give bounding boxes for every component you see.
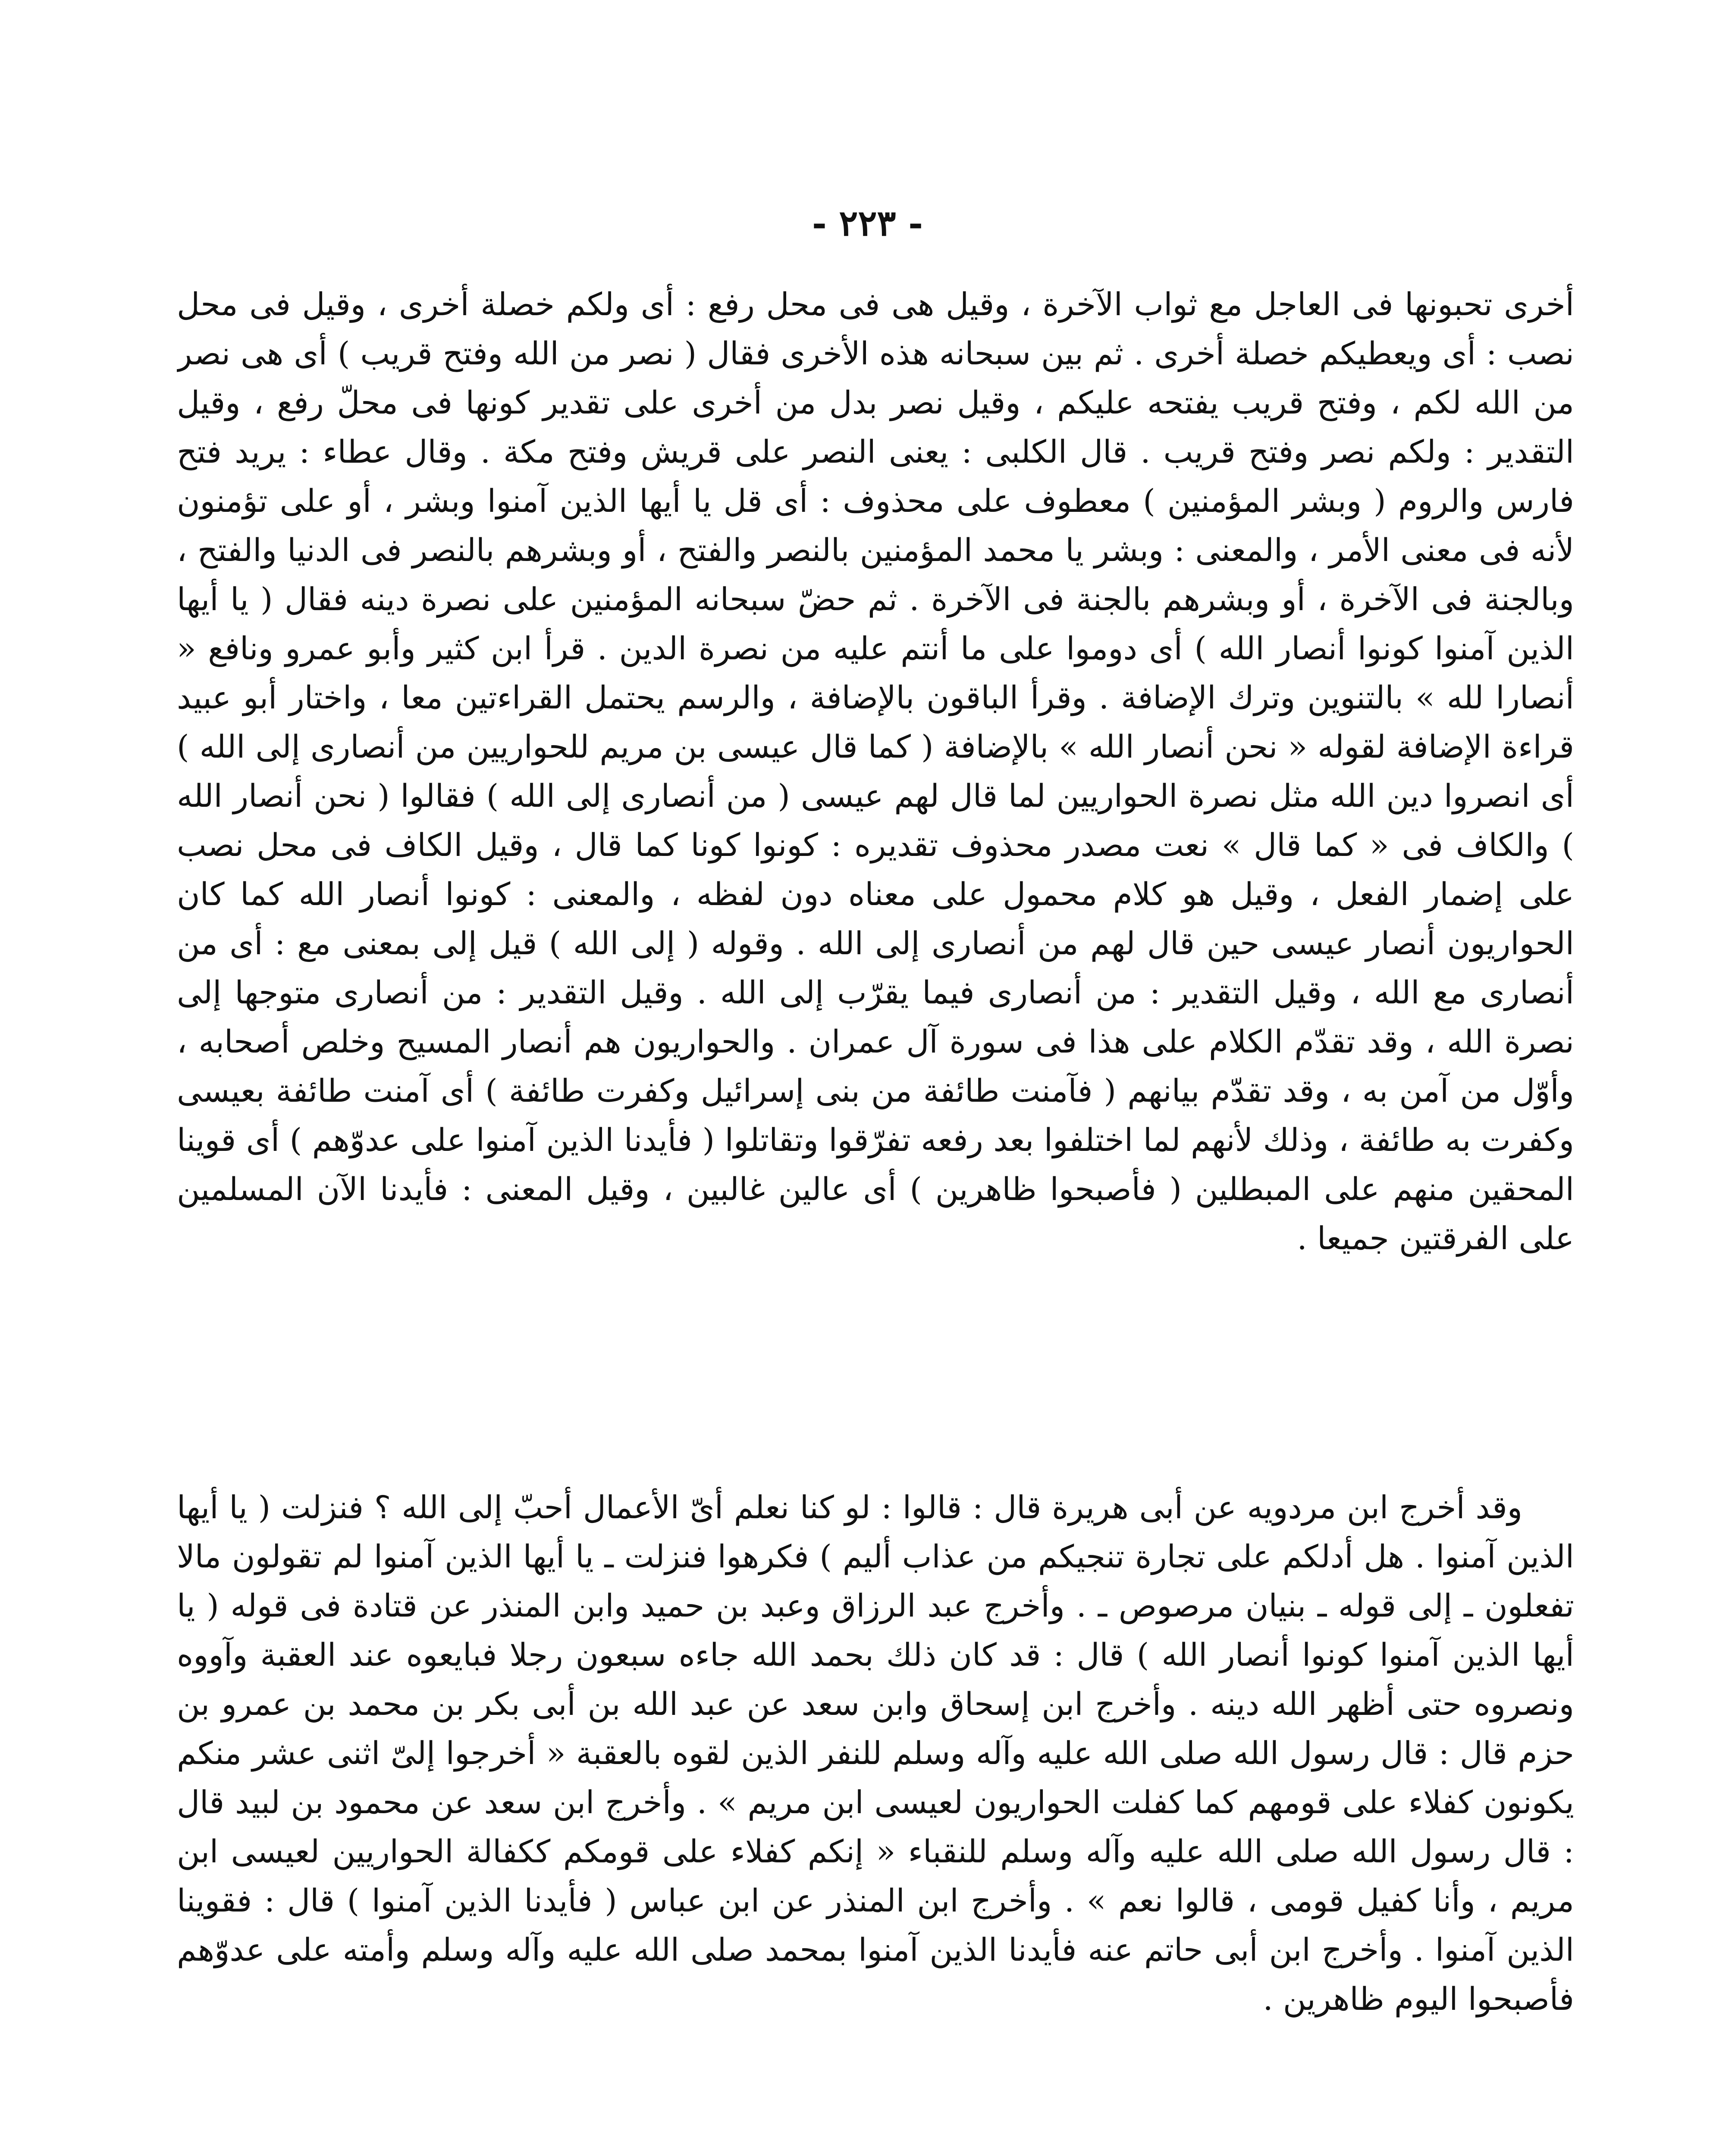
hadith-paragraph: وقد أخرج ابن مردويه عن أبى هريرة قال : قالوا : لو كنا نعلم أىّ الأعمال أحبّ إلى الله ؟ فنزلت ( يا أيها الذين آمنوا . هل أدلكم على تجارة تنجيكم من عذاب أليم ) فكرهوا فنزلت ـ يا أيها الذين آمنوا لم تقولون مالا تفعلون ـ إلى قوله ـ بنيان مرصوص ـ . وأخرج عبد الرزاق وعبد بن حميد وابن المنذر عن قتادة فى قوله ( يا أيها الذين آمنوا كونوا أنصار الله ) قال : قد كان ذلك بحمد الله جاءه سبعون رجلا فبايعوه عند العقبة وآووه ونصروه حتى أظهر الله دينه . وأخرج ابن إسحاق وابن سعد عن عبد الله بن أبى بكر بن محمد بن عمرو بن حزم قال : قال رسول الله صلى الله عليه وآله وسلم للنفر الذين لقوه بالعقبة « أخرجوا إلىّ اثنى عشر منكم يكونون كفلاء على قومهم كما كفلت الحواريون لعيسى ابن مريم » . وأخرج ابن سعد عن محمود بن لبيد قال : قال رسول الله صلى الله عليه وآله وسلم للنقباء « إنكم كفلاء على قومكم ككفالة الحواريين لعيسى ابن مريم ، وأنا كفيل قومى ، قالوا نعم » . وأخرج ابن المنذر عن ابن عباس ( فأيدنا الذين آمنوا ) قال : فقوينا الذين آمنوا . وأخرج ابن أبى حاتم عنه فأيدنا الذين آمنوا بمحمد صلى الله عليه وآله وسلم وأمته على عدوّهم فأصبحوا اليوم ظاهرين . <box>177 1489 1574 2018</box>
text-paragraph <box>177 280 1574 1410</box>
text-paragraph <box>177 1483 1574 2156</box>
page-number: - ٢٢٣ - <box>812 203 923 244</box>
tafsir-paragraph: أخرى تحبونها فى العاجل مع ثواب الآخرة ، وقيل هى فى محل رفع : أى ولكم خصلة أخرى ، وقيل فى محل نصب : أى ويعطيكم خصلة أخرى . ثم بين سبحانه هذه الأخرى فقال ( نصر من الله وفتح قريب ) أى هى نصر من الله لكم ، وفتح قريب يفتحه عليكم ، وقيل نصر بدل من أخرى على تقدير كونها فى محلّ رفع ، وقيل التقدير : ولكم نصر وفتح قريب . قال الكلبى : يعنى النصر على قريش وفتح مكة . وقال عطاء : يريد فتح فارس والروم ( وبشر المؤمنين ) معطوف على محذوف : أى قل يا أيها الذين آمنوا وبشر ، أو على تؤمنون لأنه فى معنى الأمر ، والمعنى : وبشر يا محمد المؤمنين بالنصر والفتح ، أو وبشرهم بالنصر فى الدنيا والفتح ، وبالجنة فى الآخرة ، أو وبشرهم بالجنة فى الآخرة . ثم حضّ سبحانه المؤمنين على نصرة دينه فقال ( يا أيها الذين آمنوا كونوا أنصار الله ) أى دوموا على ما أنتم عليه من نصرة الدين . قرأ ابن كثير وأبو عمرو ونافع « أنصارا لله » بالتنوين وترك الإضافة . وقرأ الباقون بالإضافة ، والرسم يحتمل القراءتين معا ، واختار أبو عبيد قراءة الإضافة لقوله « نحن أنصار الله » بالإضافة ( كما قال عيسى بن مريم للحواريين من أنصارى إلى الله ) أى انصروا دين الله مثل نصرة الحواريين لما قال لهم عيسى ( من أنصارى إلى الله ) فقالوا ( نحن أنصار الله ) والكاف فى « كما قال » نعت مصدر محذوف تقديره : كونوا كونا كما قال ، وقيل الكاف فى محل نصب على إضمار الفعل ، وقيل هو كلام محمول على معناه دون لفظه ، والمعنى : كونوا أنصار الله كما كان الحواريون أنصار عيسى حين قال لهم من أنصارى إلى الله . وقوله ( إلى الله ) قيل إلى بمعنى مع : أى من أنصارى مع الله ، وقيل التقدير : من أنصارى فيما يقرّب إلى الله . وقيل التقدير : من أنصارى متوجها إلى نصرة الله ، وقد تقدّم الكلام على هذا فى سورة آل عمران . والحواريون هم أنصار المسيح وخلص أصحابه ، وأوّل من آمن به ، وقد تقدّم بيانهم ( فآمنت طائفة من بنى إسرائيل وكفرت طائفة ) أى آمنت طائفة بعيسى وكفرت به طائفة ، وذلك لأنهم لما اختلفوا بعد رفعه تفرّقوا وتقاتلوا ( فأيدنا الذين آمنوا على عدوّهم ) أى قوينا المحقين منهم على المبطلين ( فأصبحوا ظاهرين ) أى عالين غالبين ، وقيل المعنى : فأيدنا الآن المسلمين على الفرقتين جميعا . <box>177 286 1574 1257</box>
